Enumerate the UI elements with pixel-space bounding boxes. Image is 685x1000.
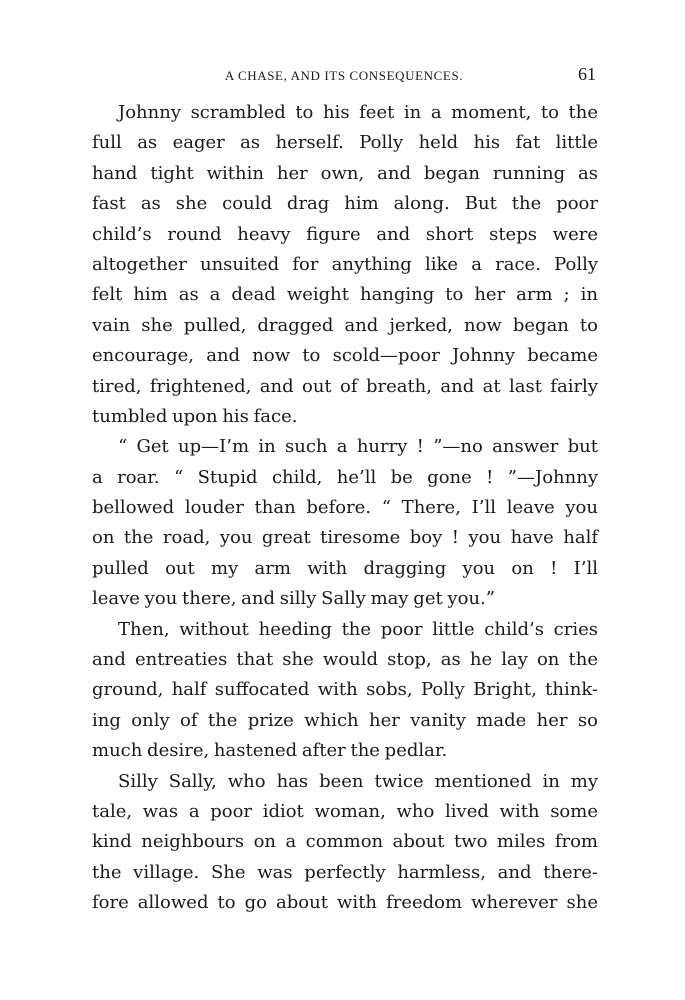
text-line: and entreaties that she would stop, as he lay on the: [92, 649, 598, 671]
text-line: felt him as a dead weight hanging to her arm ; in: [92, 284, 598, 306]
text-line: tumbled upon his face.: [92, 405, 298, 427]
running-head: [92, 64, 596, 88]
text-line: fore allowed to go about with freedom wherever she: [92, 892, 598, 914]
text-line: child’s round heavy figure and short steps were: [92, 223, 598, 245]
text-line: full as eager as herself. Polly held his fat little: [92, 132, 598, 154]
text-line: hand tight within her own, and began running as: [92, 162, 598, 184]
text-line: Silly Sally, who has been twice mentioned in my: [118, 770, 598, 792]
text-line: the village. She was perfectly harmless, and there-: [92, 861, 598, 883]
text-line: ground, half suffocated with sobs, Polly Bright, think-: [92, 679, 598, 701]
text-line: fast as she could drag him along. But the poor: [92, 193, 598, 215]
text-line: bellowed louder than before. “ There, I’ll leave you: [92, 497, 598, 519]
body-text: [92, 98, 598, 919]
text-line: Johnny scrambled to his feet in a moment, to the: [118, 102, 598, 123]
text-line: altogether unsuited for anything like a race. Polly: [92, 253, 598, 275]
text-line: encourage, and now to scold—poor Johnny became: [92, 345, 598, 367]
text-line: kind neighbours on a common about two miles from: [92, 831, 598, 853]
text-line: leave you there, and silly Sally may get you.”: [92, 588, 495, 610]
text-line: on the road, you great tiresome boy ! you have half: [92, 527, 598, 549]
text-line: “ Get up—I’m in such a hurry ! ”—no answer but: [118, 436, 598, 458]
text-line: pulled out my arm with dragging you on ! I’ll: [92, 557, 598, 579]
text-line: Then, without heeding the poor little child’s cries: [118, 618, 598, 640]
page-number: 61: [578, 64, 596, 84]
text-line: ing only of the prize which her vanity made her so: [92, 709, 598, 731]
text-line: much desire, hastened after the pedlar.: [92, 740, 448, 762]
text-line: tired, frightened, and out of breath, and at last fairly: [92, 375, 598, 397]
text-line: tale, was a poor idiot woman, who lived with some: [92, 800, 598, 822]
text-line: a roar. “ Stupid child, he’ll be gone ! ”—Johnny: [92, 466, 598, 488]
running-title: A CHASE, AND ITS CONSEQUENCES.: [224, 68, 464, 83]
text-line: vain she pulled, dragged and jerked, now began to: [92, 314, 598, 336]
